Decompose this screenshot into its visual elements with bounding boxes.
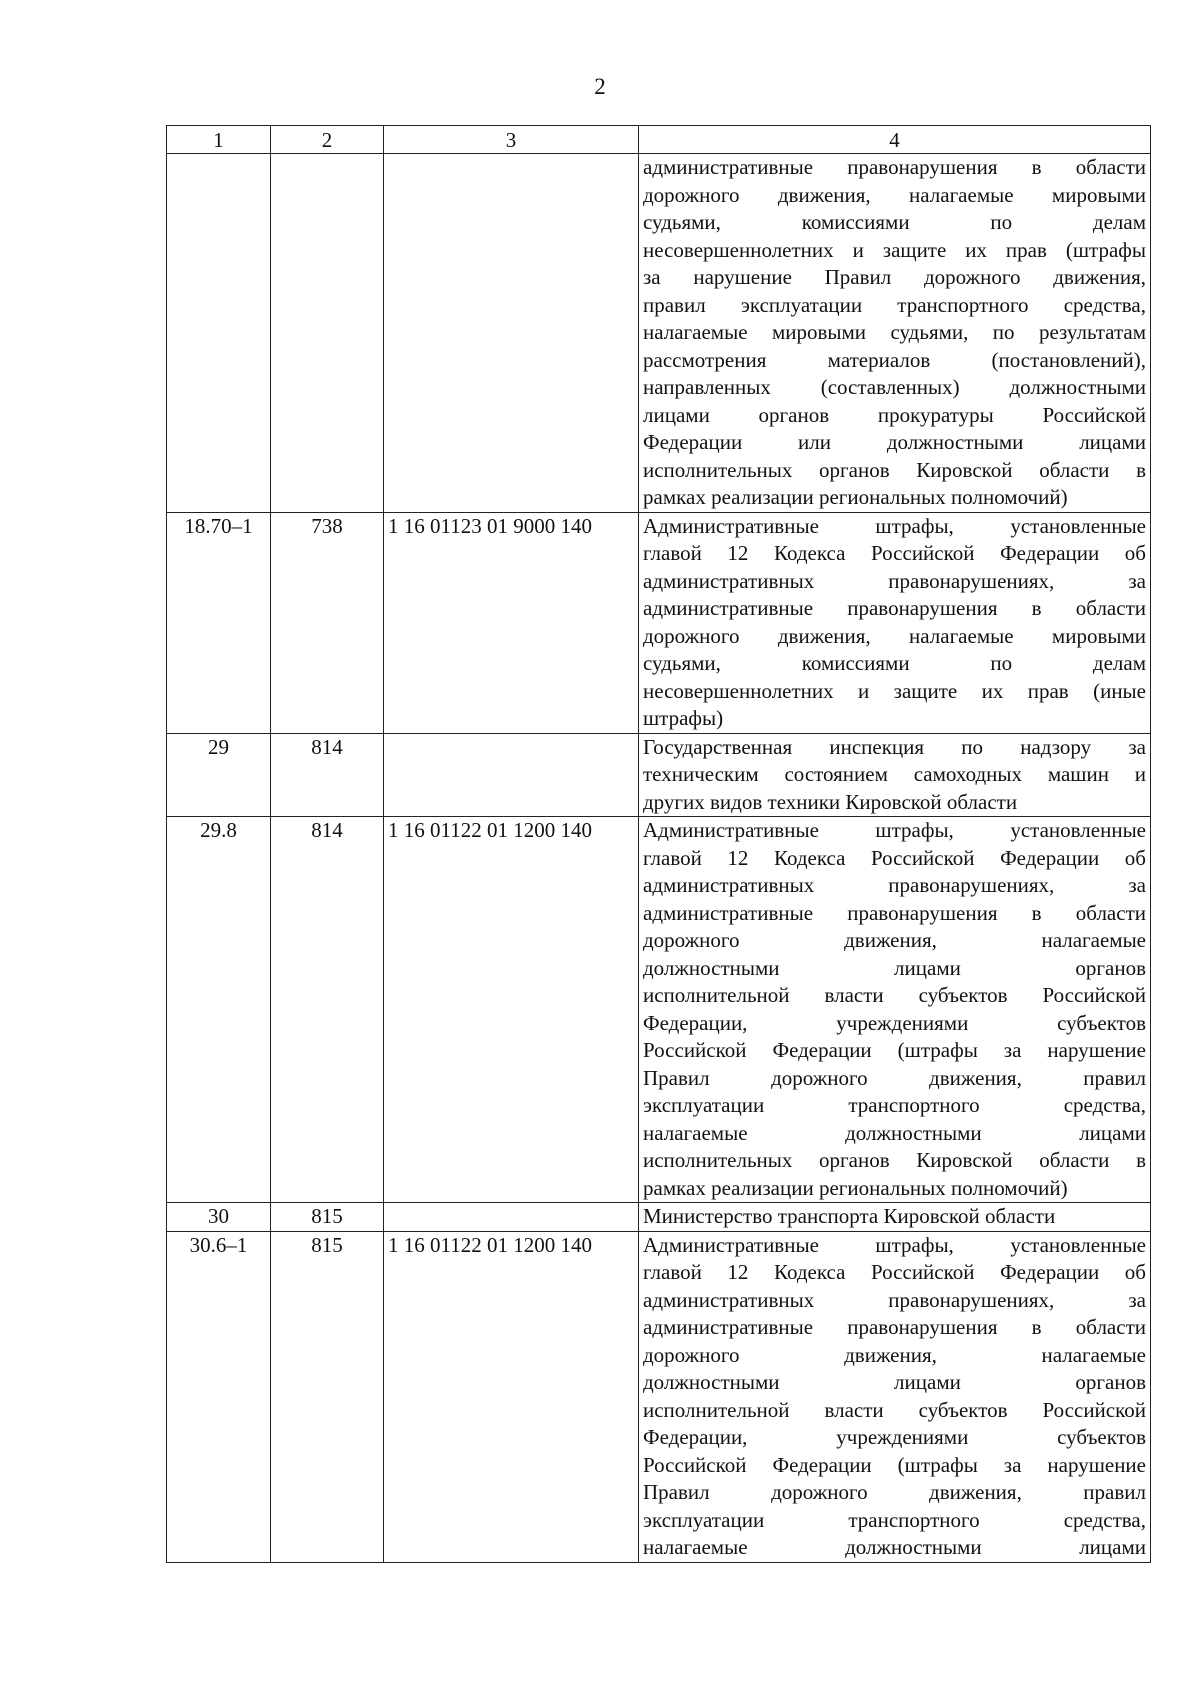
description-line: Федерации, учреждениями субъектов — [643, 1425, 1146, 1449]
description-line: техническим состоянием самоходных машин и — [643, 762, 1146, 786]
description-line: несовершеннолетних и защите их прав (иные — [643, 678, 1146, 703]
table-row — [167, 512, 1151, 733]
description-line: правил эксплуатации транспортного средства, — [643, 292, 1146, 317]
description-line: дорожного движения, налагаемые мировыми — [643, 623, 1146, 648]
description-line: Российской Федерации (штрафы за нарушение — [643, 1038, 1146, 1062]
description-line: за нарушение Правил дорожного движения, — [643, 265, 1146, 289]
description-line: административные правонарушения в области — [643, 155, 1146, 179]
description-line: Правил дорожного движения, правил — [643, 1065, 1146, 1090]
cell-item-number: 18.70–1 — [167, 512, 271, 733]
description-line: лицами органов прокуратуры Российской — [643, 402, 1146, 427]
description-line: Правил дорожного движения, правил — [643, 1480, 1146, 1504]
description-line: административные правонарушения в области — [643, 1315, 1146, 1339]
cell-description — [639, 512, 1151, 733]
description-line: главой 12 Кодекса Российской Федерации об — [643, 1260, 1146, 1284]
cell-admin-code: 814 — [271, 817, 384, 1203]
description-line: исполнительной власти субъектов Российской — [643, 983, 1146, 1007]
description-line: должностными лицами органов — [643, 1370, 1146, 1394]
description-line: исполнительной власти субъектов Российской — [643, 1397, 1146, 1422]
header-cell-col-3: 3 — [384, 126, 639, 154]
cell-description — [639, 733, 1151, 817]
description-line: рамках реализации региональных полномочий) — [643, 1175, 1068, 1200]
description-line: судьями, комиссиями по делам — [643, 210, 1146, 234]
description-line: эксплуатации транспортного средства, — [643, 1507, 1146, 1532]
description-line: дорожного движения, налагаемые мировыми — [643, 182, 1146, 207]
description-line: Административные штрафы, установленные — [643, 513, 1146, 538]
description-line: Административные штрафы, установленные — [643, 818, 1146, 842]
description-line: эксплуатации транспортного средства, — [643, 1093, 1146, 1117]
description-line: налагаемые должностными лицами — [643, 1535, 1146, 1559]
description-line: штрафы) — [643, 706, 724, 730]
cell-budget-classification-code — [384, 733, 639, 817]
cell-budget-classification-code: 1 16 01123 01 9000 140 — [384, 512, 639, 733]
description-line: дорожного движения, налагаемые — [643, 1342, 1146, 1367]
cell-description — [639, 817, 1151, 1203]
description-line: административных правонарушениях, за — [643, 1287, 1146, 1312]
table-header-row — [167, 126, 1151, 154]
description-line: административные правонарушения в области — [643, 596, 1146, 620]
description-line: главой 12 Кодекса Российской Федерации об — [643, 845, 1146, 870]
description-line: исполнительных органов Кировской области в — [643, 457, 1146, 482]
description-line: административные правонарушения в области — [643, 900, 1146, 925]
table-row — [167, 1203, 1151, 1232]
cell-budget-classification-code: 1 16 01122 01 1200 140 — [384, 817, 639, 1203]
description-line: других видов техники Кировской области — [643, 789, 1018, 814]
cell-admin-code: 738 — [271, 512, 384, 733]
cell-item-number — [167, 154, 271, 513]
cell-admin-code: 814 — [271, 733, 384, 817]
cell-item-number: 30.6–1 — [167, 1231, 271, 1562]
description-line: Федерации, учреждениями субъектов — [643, 1010, 1146, 1035]
cell-budget-classification-code — [384, 154, 639, 513]
cell-admin-code: 815 — [271, 1231, 384, 1562]
description-line: административных правонарушениях, за — [643, 873, 1146, 897]
cell-description — [639, 154, 1151, 513]
header-cell-col-4: 4 — [639, 126, 1151, 154]
description-line: направленных (составленных) должностными — [643, 375, 1146, 399]
description-line: налагаемые должностными лицами — [643, 1120, 1146, 1145]
description-line: должностными лицами органов — [643, 955, 1146, 980]
description-line: несовершеннолетних и защите их прав (штрафы — [643, 237, 1146, 262]
budget-codes-table — [166, 125, 1151, 1563]
description-line: рассмотрения материалов (постановлений), — [643, 347, 1146, 372]
cell-item-number: 30 — [167, 1203, 271, 1232]
header-cell-col-2: 2 — [271, 126, 384, 154]
page-number: 2 — [594, 74, 606, 99]
table-row — [167, 817, 1151, 1203]
cell-admin-code — [271, 154, 384, 513]
cell-description — [639, 1203, 1151, 1232]
description-line: дорожного движения, налагаемые — [643, 928, 1146, 952]
description-line: судьями, комиссиями по делам — [643, 651, 1146, 675]
cell-budget-classification-code — [384, 1203, 639, 1232]
cell-budget-classification-code: 1 16 01122 01 1200 140 — [384, 1231, 639, 1562]
description-line: главой 12 Кодекса Российской Федерации об — [643, 541, 1146, 565]
cell-item-number: 29 — [167, 733, 271, 817]
description-line: рамках реализации региональных полномочий) — [643, 485, 1068, 509]
table-row — [167, 154, 1151, 513]
description-line: административных правонарушениях, за — [643, 568, 1146, 593]
table-body — [167, 126, 1151, 1563]
description-line: Федерации или должностными лицами — [643, 430, 1146, 454]
description-line: исполнительных органов Кировской области в — [643, 1148, 1146, 1172]
table-row — [167, 733, 1151, 817]
description-line: Административные штрафы, установленные — [643, 1232, 1146, 1257]
cell-admin-code: 815 — [271, 1203, 384, 1232]
cell-item-number: 29.8 — [167, 817, 271, 1203]
description-line: Министерство транспорта Кировской области — [643, 1204, 1056, 1228]
description-line: Государственная инспекция по надзору за — [643, 734, 1146, 759]
description-line: Российской Федерации (штрафы за нарушение — [643, 1452, 1146, 1477]
description-line: налагаемые мировыми судьями, по результатам — [643, 320, 1146, 344]
table-row — [167, 1231, 1151, 1562]
cell-description — [639, 1231, 1151, 1562]
header-cell-col-1: 1 — [167, 126, 271, 154]
